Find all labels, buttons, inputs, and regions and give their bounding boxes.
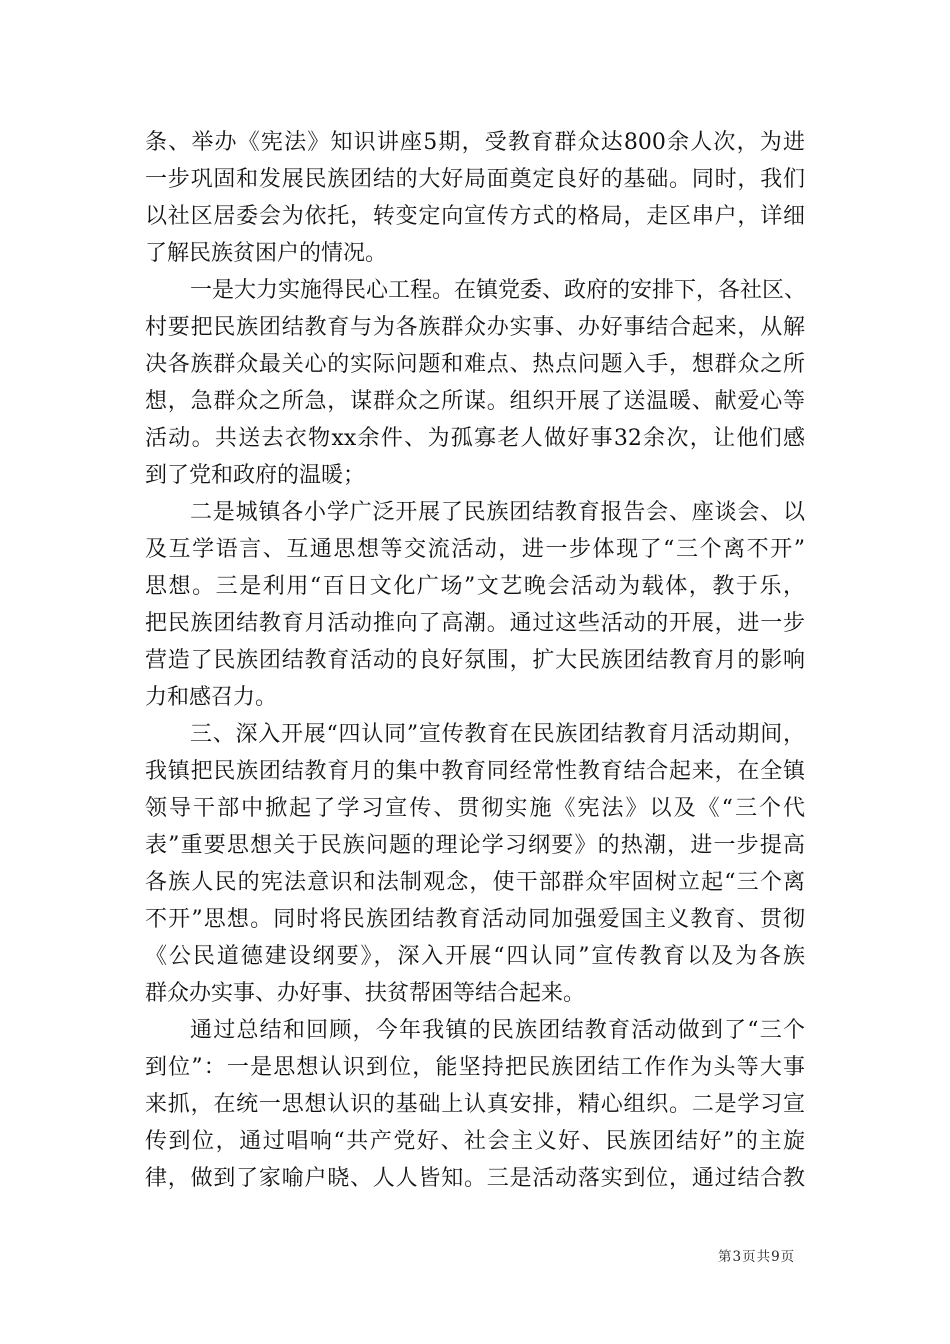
text-line: 到了党和政府的温暖； <box>145 463 366 488</box>
text-line: 各族人民的宪法意识和法制观念，使干部群众牢固树立起“三个离 <box>145 870 805 895</box>
text-line: 到位”：一是思想认识到位，能坚持把民族团结工作作为头等大事 <box>145 1055 805 1080</box>
text-line: 领导干部中掀起了学习宣传、贯彻实施《宪法》以及《“三个代 <box>145 796 805 821</box>
text-line: 一是大力实施得民心工程。在镇党委、政府的安排下，各社区、 <box>190 278 807 303</box>
text-line: 群众办实事、办好事、扶贫帮困等结合起来。 <box>145 981 586 1006</box>
document-body <box>145 124 805 1197</box>
text-line: 把民族团结教育月活动推向了高潮。通过这些活动的开展，进一步 <box>145 611 805 636</box>
text-line: 以社区居委会为依托，转变定向宣传方式的格局，走区串户，详细 <box>145 204 805 229</box>
text-line: 及互学语言、互通思想等交流活动，进一步体现了“三个离不开” <box>145 537 805 562</box>
text-line: 不开”思想。同时将民族团结教育活动同加强爱国主义教育、贯彻 <box>145 907 805 932</box>
text-line: 来抓，在统一思想认识的基础上认真安排，精心组织。二是学习宣 <box>145 1092 805 1117</box>
text-line: 《公民道德建设纲要》，深入开展“四认同”宣传教育以及为各族 <box>145 944 805 969</box>
paragraph <box>145 494 805 716</box>
page-number: 第3页共9页 <box>718 1249 796 1265</box>
text-line: 村要把民族团结教育与为各族群众办实事、办好事结合起来，从解 <box>145 315 805 340</box>
text-line: 条、举办《宪法》知识讲座5期，受教育群众达800余人次，为进 <box>145 130 805 155</box>
text-line: 二是城镇各小学广泛开展了民族团结教育报告会、座谈会、以 <box>190 500 805 525</box>
text-line: 表”重要思想关于民族问题的理论学习纲要》的热潮，进一步提高 <box>145 833 805 858</box>
paragraph <box>145 124 805 272</box>
text-line: 我镇把民族团结教育月的集中教育同经常性教育结合起来，在全镇 <box>145 759 805 784</box>
text-line: 活动。共送去衣物xx余件、为孤寡老人做好事32余次，让他们感 <box>145 426 805 451</box>
text-line: 思想。三是利用“百日文化广场”文艺晚会活动为载体，教于乐， <box>145 574 805 599</box>
text-line: 通过总结和回顾，今年我镇的民族团结教育活动做到了“三个 <box>190 1018 805 1043</box>
text-line: 了解民族贫困户的情况。 <box>145 241 388 266</box>
text-line: 三、深入开展“四认同”宣传教育在民族团结教育月活动期间， <box>190 722 805 747</box>
text-line: 传到位，通过唱响“共产党好、社会主义好、民族团结好”的主旋 <box>145 1129 805 1154</box>
text-line: 一步巩固和发展民族团结的大好局面奠定良好的基础。同时，我们 <box>145 167 805 192</box>
text-line: 想，急群众之所急，谋群众之所谋。组织开展了送温暖、献爱心等 <box>145 389 805 414</box>
text-line: 决各族群众最关心的实际问题和难点、热点问题入手，想群众之所 <box>145 352 805 377</box>
text-line: 律，做到了家喻户晓、人人皆知。三是活动落实到位，通过结合教 <box>145 1166 805 1191</box>
paragraph <box>145 716 805 1012</box>
text-line: 营造了民族团结教育活动的良好氛围，扩大民族团结教育月的影响 <box>145 648 805 673</box>
text-line: 力和感召力。 <box>145 685 278 710</box>
paragraph <box>145 1012 805 1197</box>
paragraph <box>145 272 805 494</box>
